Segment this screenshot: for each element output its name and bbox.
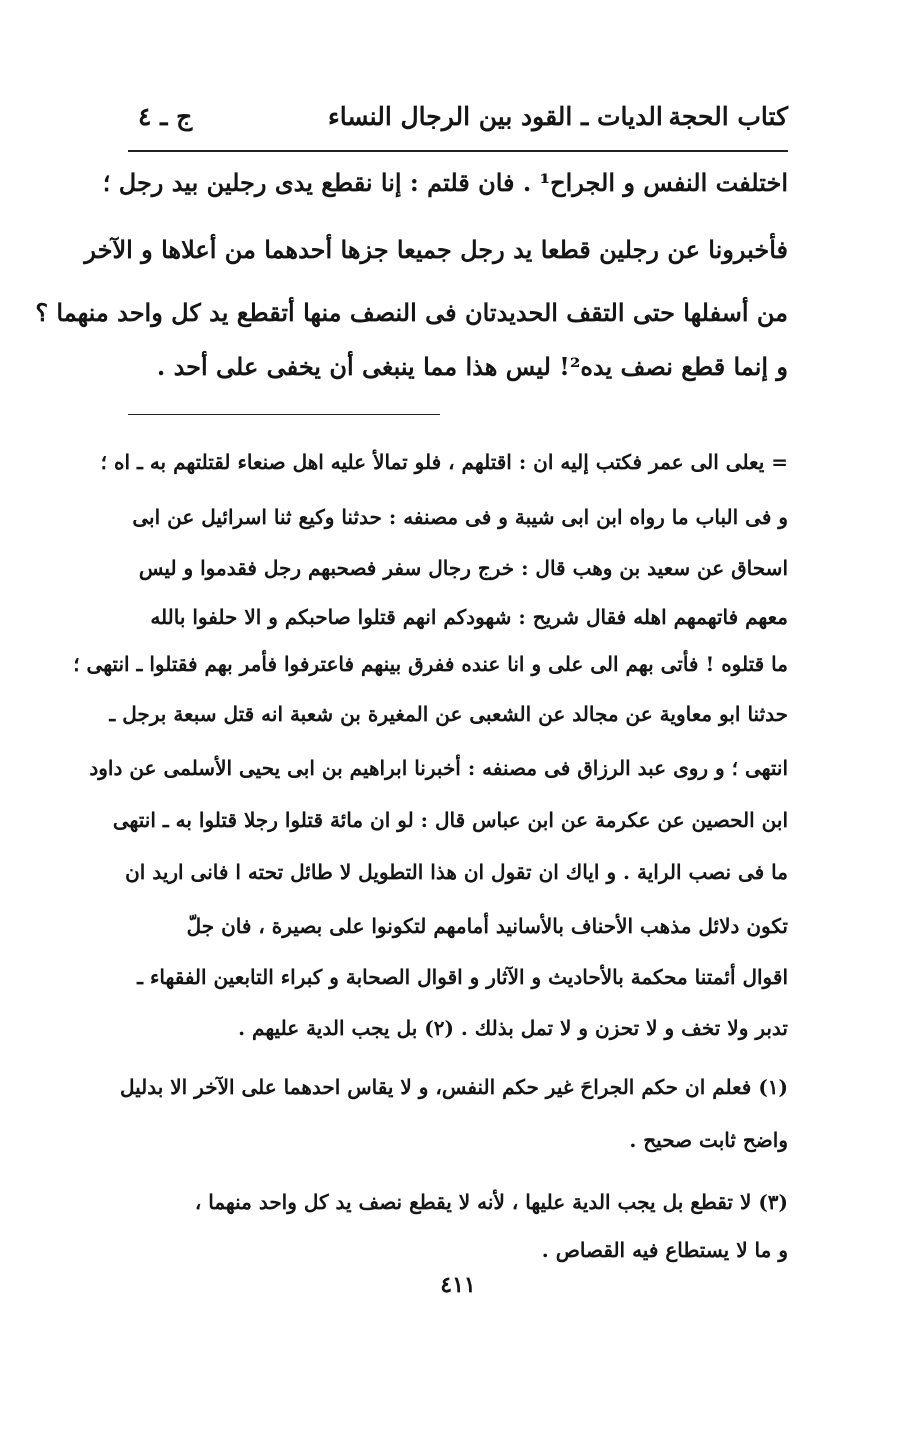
main-text-line: من أسفلها حتى التقف الحديدتان فى النصف منها أتقطع يد كل واحد منهما ؟ <box>35 298 788 327</box>
commentary-line: حدثنا ابو معاوية عن مجالد عن الشعبى عن المغيرة بن شعبة انه قتل سبعة برجل ـ <box>109 702 788 726</box>
header-chapter-title: الديات ـ القود بين الرجال النساء <box>328 102 663 131</box>
commentary-line: ابن الحصين عن عكرمة عن ابن عباس قال : لو ان مائة قتلوا رجلا قتلوا به ـ انتهى <box>112 808 788 832</box>
commentary-line: ما قتلوه ! فأتى بهم الى على و انا عنده ففرق بينهم فاعترفوا فأمر بهم فقتلوا ـ انتهى ؛ <box>73 652 788 676</box>
page-number: ٤١١ <box>440 1272 476 1298</box>
commentary-line: و فى الباب ما رواه ابن ابى شيبة و فى مصنفه : حدثنا وكيع ثنا اسرائيل عن ابى <box>132 505 788 529</box>
footnote-line: (١) فعلم ان حكم الجراحَ غير حكم النفس، و لا يقاس احدهما على الآخر الا بدليل <box>119 1075 788 1099</box>
header-divider <box>128 150 788 152</box>
commentary-line: ما فى نصب الراية . و اياك ان تقول ان هذا التطويل لا طائل تحته ا فانى اريد ان <box>125 860 788 884</box>
header-book-title: كتاب الحجة <box>668 102 788 131</box>
running-header <box>128 96 788 146</box>
book-page <box>35 0 788 1454</box>
commentary-line: = يعلى الى عمر فكتب إليه ان : اقتلهم ، فلو تمالأ عليه اهل صنعاء لقتلتهم به ـ اه ؛ <box>100 450 788 474</box>
commentary-line: اقوال أئمتنا محكمة بالأحاديث و الآثار و اقوال الصحابة و كبراء التابعين الفقهاء ـ <box>137 965 788 989</box>
footnote-line: واضح ثابت صحيح . <box>629 1128 788 1152</box>
main-text-line: فأخبرونا عن رجلين قطعا يد رجل جميعا جزها أحدهما من أعلاها و الآخر <box>84 235 788 264</box>
commentary-line: معهم فاتهمهم اهله فقال شريح : شهودكم انهم قتلوا صاحبكم و الا حلفوا بالله <box>150 605 788 629</box>
commentary-line: انتهى ؛ و روى عبد الرزاق فى مصنفه : أخبرنا ابراهيم بن ابى يحيى الأسلمى عن داود <box>89 756 788 780</box>
commentary-line: اسحاق عن سعيد بن وهب قال : خرج رجال سفر فصحبهم رجل فقدموا و ليس <box>138 556 788 580</box>
footnote-divider <box>128 414 440 415</box>
footnote-line: (٣) لا تقطع بل يجب الدية عليها ، لأنه لا يقطع نصف يد كل واحد منهما ، <box>194 1190 788 1214</box>
commentary-line: تدبر ولا تخف و لا تحزن و لا تمل بذلك . (٢) بل يجب الدية عليهم . <box>238 1016 788 1040</box>
main-text-line: اختلفت النفس و الجراح¹ . فان قلتم : إنا نقطع يدى رجلين بيد رجل ؛ <box>102 168 788 197</box>
footnote-line: و ما لا يستطاع فيه القصاص . <box>541 1238 788 1262</box>
commentary-line: تكون دلائل مذهب الأحناف بالأسانيد أمامهم لتكونوا على بصيرة ، فان جلّ <box>186 914 788 938</box>
main-text-line: و إنما قطع نصف يده²! ليس هذا مما ينبغى أن يخفى على أحد . <box>156 352 788 381</box>
header-volume: ج ـ ٤ <box>138 102 193 131</box>
